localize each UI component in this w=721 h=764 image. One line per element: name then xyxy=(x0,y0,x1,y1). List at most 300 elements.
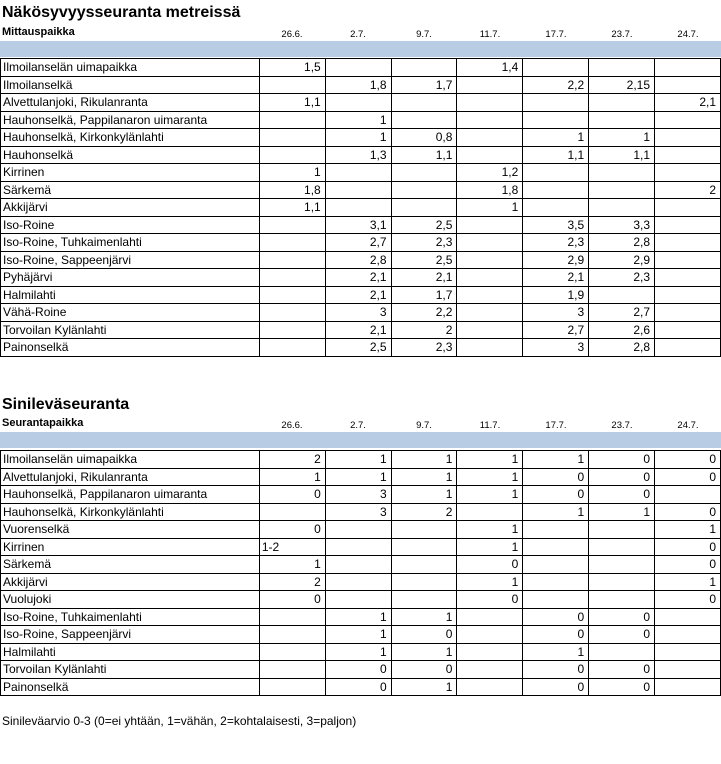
place-name-cell: Painonselkä xyxy=(1,339,260,357)
value-cell xyxy=(523,538,589,556)
value-cell xyxy=(457,146,523,164)
section2-date: 11.7. xyxy=(479,420,501,431)
value-cell: 1 xyxy=(457,451,523,469)
section2-header-band xyxy=(0,432,721,448)
place-name-cell: Akkijärvi xyxy=(1,573,260,591)
value-cell: 1,8 xyxy=(457,181,523,199)
value-cell xyxy=(655,251,721,269)
table-row xyxy=(1,321,721,339)
value-cell: 2,1 xyxy=(325,321,391,339)
value-cell xyxy=(259,216,325,234)
value-cell xyxy=(325,59,391,77)
section1-date: 23.7. xyxy=(611,29,633,40)
value-cell xyxy=(523,59,589,77)
value-cell xyxy=(259,321,325,339)
value-cell: 2 xyxy=(391,321,457,339)
value-cell xyxy=(655,661,721,679)
value-cell xyxy=(457,304,523,322)
value-cell xyxy=(259,269,325,287)
value-cell xyxy=(655,129,721,147)
value-cell: 1 xyxy=(457,538,523,556)
value-cell xyxy=(523,181,589,199)
value-cell: 2,6 xyxy=(589,321,655,339)
value-cell xyxy=(655,111,721,129)
place-name-cell: Kirrinen xyxy=(1,164,260,182)
value-cell: 3,1 xyxy=(325,216,391,234)
place-name-cell: Akkijärvi xyxy=(1,199,260,217)
value-cell: 2,5 xyxy=(391,251,457,269)
value-cell xyxy=(259,111,325,129)
value-cell: 2 xyxy=(259,451,325,469)
value-cell: 1,7 xyxy=(391,286,457,304)
value-cell: 1,9 xyxy=(523,286,589,304)
value-cell: 1,5 xyxy=(259,59,325,77)
value-cell xyxy=(325,164,391,182)
value-cell xyxy=(457,129,523,147)
value-cell xyxy=(523,573,589,591)
value-cell: 1 xyxy=(391,468,457,486)
section1-header-band xyxy=(0,41,721,57)
section1-title: Näkösyvyysseuranta metreissä xyxy=(2,4,241,21)
place-name-cell: Kirrinen xyxy=(1,538,260,556)
value-cell xyxy=(655,76,721,94)
table-row xyxy=(1,468,721,486)
section2-date: 24.7. xyxy=(677,420,699,431)
place-name-cell: Torvoilan Kylänlahti xyxy=(1,321,260,339)
value-cell: 0 xyxy=(523,678,589,696)
value-cell xyxy=(391,591,457,609)
value-cell: 2,3 xyxy=(391,339,457,357)
value-cell: 0 xyxy=(589,661,655,679)
value-cell xyxy=(655,608,721,626)
value-cell xyxy=(655,678,721,696)
value-cell xyxy=(457,251,523,269)
section1-date: 9.7. xyxy=(416,29,432,40)
table-row xyxy=(1,94,721,112)
value-cell xyxy=(655,486,721,504)
value-cell: 1,8 xyxy=(259,181,325,199)
value-cell xyxy=(523,591,589,609)
value-cell xyxy=(523,199,589,217)
table-row xyxy=(1,521,721,539)
place-name-cell: Vuorenselkä xyxy=(1,521,260,539)
value-cell xyxy=(523,521,589,539)
value-cell xyxy=(589,556,655,574)
table-row xyxy=(1,234,721,252)
value-cell xyxy=(655,199,721,217)
value-cell xyxy=(589,521,655,539)
place-name-cell: Ilmoilanselän uimapaikka xyxy=(1,59,260,77)
value-cell xyxy=(457,661,523,679)
value-cell: 2,7 xyxy=(589,304,655,322)
value-cell xyxy=(391,94,457,112)
value-cell xyxy=(457,503,523,521)
value-cell xyxy=(457,76,523,94)
value-cell: 1-2 xyxy=(259,538,325,556)
value-cell: 2,8 xyxy=(589,234,655,252)
value-cell: 1 xyxy=(259,556,325,574)
value-cell: 2,1 xyxy=(655,94,721,112)
value-cell xyxy=(589,164,655,182)
value-cell xyxy=(589,643,655,661)
value-cell xyxy=(655,146,721,164)
table-row xyxy=(1,181,721,199)
value-cell xyxy=(325,573,391,591)
value-cell xyxy=(655,234,721,252)
value-cell xyxy=(325,591,391,609)
place-name-cell: Torvoilan Kylänlahti xyxy=(1,661,260,679)
value-cell: 3 xyxy=(325,486,391,504)
table-row xyxy=(1,451,721,469)
value-cell: 0,8 xyxy=(391,129,457,147)
place-name-cell: Vähä-Roine xyxy=(1,304,260,322)
value-cell xyxy=(259,643,325,661)
value-cell: 0 xyxy=(391,661,457,679)
value-cell: 0 xyxy=(391,626,457,644)
place-name-cell: Hauhonselkä, Pappilanaron uimaranta xyxy=(1,486,260,504)
value-cell xyxy=(259,661,325,679)
value-cell xyxy=(655,59,721,77)
place-name-cell: Halmilahti xyxy=(1,286,260,304)
value-cell xyxy=(391,573,457,591)
value-cell xyxy=(655,269,721,287)
place-name-cell: Iso-Roine xyxy=(1,216,260,234)
value-cell xyxy=(655,304,721,322)
value-cell xyxy=(589,181,655,199)
value-cell: 0 xyxy=(655,451,721,469)
value-cell xyxy=(523,556,589,574)
value-cell: 1,1 xyxy=(523,146,589,164)
value-cell xyxy=(655,286,721,304)
place-name-cell: Särkemä xyxy=(1,556,260,574)
value-cell: 1 xyxy=(457,486,523,504)
value-cell: 1 xyxy=(325,129,391,147)
value-cell: 1 xyxy=(457,468,523,486)
value-cell xyxy=(325,181,391,199)
value-cell: 0 xyxy=(589,608,655,626)
value-cell xyxy=(391,199,457,217)
section1-date: 2.7. xyxy=(350,29,366,40)
value-cell xyxy=(391,164,457,182)
place-name-cell: Iso-Roine, Sappeenjärvi xyxy=(1,626,260,644)
section1-date: 24.7. xyxy=(677,29,699,40)
section1-date: 26.6. xyxy=(281,29,303,40)
place-name-cell: Ilmoilanselän uimapaikka xyxy=(1,451,260,469)
table-row xyxy=(1,76,721,94)
table-row xyxy=(1,591,721,609)
table-row xyxy=(1,661,721,679)
value-cell: 3,5 xyxy=(523,216,589,234)
value-cell: 2,7 xyxy=(325,234,391,252)
value-cell: 1 xyxy=(391,608,457,626)
value-cell xyxy=(457,321,523,339)
value-cell xyxy=(259,678,325,696)
value-cell: 1 xyxy=(523,643,589,661)
value-cell: 1 xyxy=(523,503,589,521)
table-row xyxy=(1,199,721,217)
value-cell xyxy=(457,286,523,304)
value-cell: 1 xyxy=(325,111,391,129)
value-cell: 3 xyxy=(523,339,589,357)
value-cell: 2,8 xyxy=(325,251,391,269)
value-cell xyxy=(391,181,457,199)
table-row xyxy=(1,486,721,504)
value-cell: 2,3 xyxy=(589,269,655,287)
value-cell: 1,3 xyxy=(325,146,391,164)
value-cell xyxy=(259,626,325,644)
value-cell xyxy=(655,626,721,644)
value-cell: 1 xyxy=(391,643,457,661)
value-cell: 0 xyxy=(523,626,589,644)
value-cell xyxy=(523,111,589,129)
place-name-cell: Hauhonselkä, Pappilanaron uimaranta xyxy=(1,111,260,129)
value-cell xyxy=(457,216,523,234)
value-cell: 1 xyxy=(457,573,523,591)
value-cell: 0 xyxy=(655,538,721,556)
value-cell: 3,3 xyxy=(589,216,655,234)
place-name-cell: Särkemä xyxy=(1,181,260,199)
place-name-cell: Halmilahti xyxy=(1,643,260,661)
value-cell xyxy=(523,94,589,112)
value-cell: 1 xyxy=(589,503,655,521)
value-cell: 0 xyxy=(589,626,655,644)
table-row xyxy=(1,643,721,661)
value-cell xyxy=(589,573,655,591)
value-cell: 0 xyxy=(325,661,391,679)
value-cell: 2,1 xyxy=(325,269,391,287)
value-cell: 0 xyxy=(589,468,655,486)
table-row xyxy=(1,59,721,77)
value-cell: 3 xyxy=(325,503,391,521)
place-name-cell: Iso-Roine, Tuhkaimenlahti xyxy=(1,608,260,626)
value-cell xyxy=(457,94,523,112)
value-cell: 1 xyxy=(589,129,655,147)
value-cell xyxy=(325,94,391,112)
table-row xyxy=(1,538,721,556)
section1-date: 11.7. xyxy=(479,29,501,40)
table-row xyxy=(1,251,721,269)
value-cell: 1,2 xyxy=(457,164,523,182)
table-row xyxy=(1,111,721,129)
value-cell xyxy=(259,251,325,269)
value-cell: 1 xyxy=(655,521,721,539)
value-cell: 2 xyxy=(391,503,457,521)
value-cell xyxy=(589,538,655,556)
value-cell: 1,1 xyxy=(589,146,655,164)
section2-date: 26.6. xyxy=(281,420,303,431)
value-cell xyxy=(655,216,721,234)
section1-table xyxy=(0,58,721,357)
value-cell: 0 xyxy=(589,486,655,504)
table-row xyxy=(1,216,721,234)
value-cell: 2,3 xyxy=(391,234,457,252)
value-cell xyxy=(457,643,523,661)
table-row xyxy=(1,556,721,574)
value-cell xyxy=(325,521,391,539)
value-cell: 0 xyxy=(589,451,655,469)
value-cell: 2 xyxy=(655,181,721,199)
value-cell: 1,8 xyxy=(325,76,391,94)
value-cell xyxy=(457,608,523,626)
value-cell xyxy=(589,591,655,609)
section2-date: 17.7. xyxy=(545,420,567,431)
legend-note: Sinileväarvio 0-3 (0=ei yhtään, 1=vähän, 2=kohtalaisesti, 3=paljon) xyxy=(2,714,357,728)
value-cell xyxy=(457,269,523,287)
value-cell: 0 xyxy=(655,468,721,486)
value-cell: 0 xyxy=(259,486,325,504)
value-cell: 0 xyxy=(457,591,523,609)
value-cell: 2,9 xyxy=(523,251,589,269)
place-name-cell: Alvettulanjoki, Rikulanranta xyxy=(1,468,260,486)
section2-column-label: Seurantapaikka xyxy=(2,417,84,429)
section2-title: Sinileväseuranta xyxy=(2,396,130,413)
value-cell: 1 xyxy=(457,521,523,539)
place-name-cell: Alvettulanjoki, Rikulanranta xyxy=(1,94,260,112)
value-cell: 0 xyxy=(325,678,391,696)
value-cell: 1 xyxy=(655,573,721,591)
value-cell xyxy=(259,76,325,94)
value-cell: 1 xyxy=(325,643,391,661)
value-cell: 1 xyxy=(325,608,391,626)
section2-table xyxy=(0,450,721,696)
table-row xyxy=(1,626,721,644)
table-row xyxy=(1,339,721,357)
value-cell xyxy=(259,146,325,164)
value-cell: 2,7 xyxy=(523,321,589,339)
value-cell: 0 xyxy=(523,468,589,486)
value-cell xyxy=(259,503,325,521)
place-name-cell: Hauhonselkä xyxy=(1,146,260,164)
place-name-cell: Iso-Roine, Tuhkaimenlahti xyxy=(1,234,260,252)
section2-date: 2.7. xyxy=(350,420,366,431)
value-cell: 1 xyxy=(259,468,325,486)
value-cell: 0 xyxy=(457,556,523,574)
value-cell: 1 xyxy=(523,129,589,147)
value-cell xyxy=(457,678,523,696)
value-cell xyxy=(391,521,457,539)
value-cell xyxy=(259,304,325,322)
value-cell: 0 xyxy=(655,591,721,609)
value-cell xyxy=(589,59,655,77)
value-cell xyxy=(655,321,721,339)
value-cell: 1 xyxy=(457,199,523,217)
value-cell: 3 xyxy=(325,304,391,322)
value-cell xyxy=(589,111,655,129)
value-cell xyxy=(259,234,325,252)
table-row xyxy=(1,164,721,182)
value-cell xyxy=(457,111,523,129)
place-name-cell: Pyhäjärvi xyxy=(1,269,260,287)
section2-date: 9.7. xyxy=(416,420,432,431)
value-cell: 0 xyxy=(259,591,325,609)
value-cell: 2,8 xyxy=(589,339,655,357)
value-cell: 0 xyxy=(259,521,325,539)
value-cell xyxy=(325,538,391,556)
value-cell: 2,2 xyxy=(391,304,457,322)
value-cell: 1,1 xyxy=(391,146,457,164)
value-cell xyxy=(655,164,721,182)
value-cell: 1 xyxy=(391,486,457,504)
value-cell: 0 xyxy=(655,556,721,574)
value-cell xyxy=(259,339,325,357)
table-row xyxy=(1,608,721,626)
value-cell: 2,15 xyxy=(589,76,655,94)
place-name-cell: Iso-Roine, Sappeenjärvi xyxy=(1,251,260,269)
value-cell: 2,1 xyxy=(523,269,589,287)
value-cell: 2,3 xyxy=(523,234,589,252)
value-cell: 1,7 xyxy=(391,76,457,94)
value-cell: 1 xyxy=(325,468,391,486)
value-cell: 1 xyxy=(391,451,457,469)
value-cell xyxy=(523,164,589,182)
value-cell: 2,5 xyxy=(391,216,457,234)
value-cell: 0 xyxy=(523,486,589,504)
table-row xyxy=(1,678,721,696)
value-cell: 3 xyxy=(523,304,589,322)
value-cell xyxy=(391,111,457,129)
value-cell xyxy=(589,199,655,217)
value-cell: 2 xyxy=(259,573,325,591)
value-cell xyxy=(391,538,457,556)
value-cell: 2,9 xyxy=(589,251,655,269)
value-cell: 0 xyxy=(523,661,589,679)
value-cell: 1,1 xyxy=(259,94,325,112)
value-cell: 1 xyxy=(325,451,391,469)
value-cell xyxy=(655,339,721,357)
value-cell: 0 xyxy=(655,503,721,521)
value-cell xyxy=(325,556,391,574)
value-cell: 1 xyxy=(259,164,325,182)
table-row xyxy=(1,503,721,521)
place-name-cell: Hauhonselkä, Kirkonkylänlahti xyxy=(1,129,260,147)
value-cell: 2,1 xyxy=(325,286,391,304)
value-cell xyxy=(259,286,325,304)
section1-date: 17.7. xyxy=(545,29,567,40)
section1-column-label: Mittauspaikka xyxy=(2,26,75,38)
value-cell: 0 xyxy=(589,678,655,696)
place-name-cell: Painonselkä xyxy=(1,678,260,696)
place-name-cell: Vuolujoki xyxy=(1,591,260,609)
value-cell xyxy=(259,608,325,626)
value-cell xyxy=(655,643,721,661)
table-row xyxy=(1,573,721,591)
value-cell: 1,1 xyxy=(259,199,325,217)
table-row xyxy=(1,129,721,147)
value-cell xyxy=(259,129,325,147)
value-cell: 1 xyxy=(391,678,457,696)
value-cell: 2,1 xyxy=(391,269,457,287)
value-cell: 0 xyxy=(523,608,589,626)
table-row xyxy=(1,146,721,164)
value-cell xyxy=(391,59,457,77)
value-cell xyxy=(391,556,457,574)
value-cell xyxy=(589,94,655,112)
value-cell xyxy=(457,626,523,644)
place-name-cell: Hauhonselkä, Kirkonkylänlahti xyxy=(1,503,260,521)
value-cell xyxy=(457,234,523,252)
table-row xyxy=(1,269,721,287)
place-name-cell: Ilmoilanselkä xyxy=(1,76,260,94)
value-cell: 1 xyxy=(523,451,589,469)
table-row xyxy=(1,304,721,322)
value-cell: 1 xyxy=(325,626,391,644)
value-cell xyxy=(589,286,655,304)
section2-date: 23.7. xyxy=(611,420,633,431)
value-cell xyxy=(325,199,391,217)
table-row xyxy=(1,286,721,304)
value-cell: 1,4 xyxy=(457,59,523,77)
value-cell: 2,2 xyxy=(523,76,589,94)
